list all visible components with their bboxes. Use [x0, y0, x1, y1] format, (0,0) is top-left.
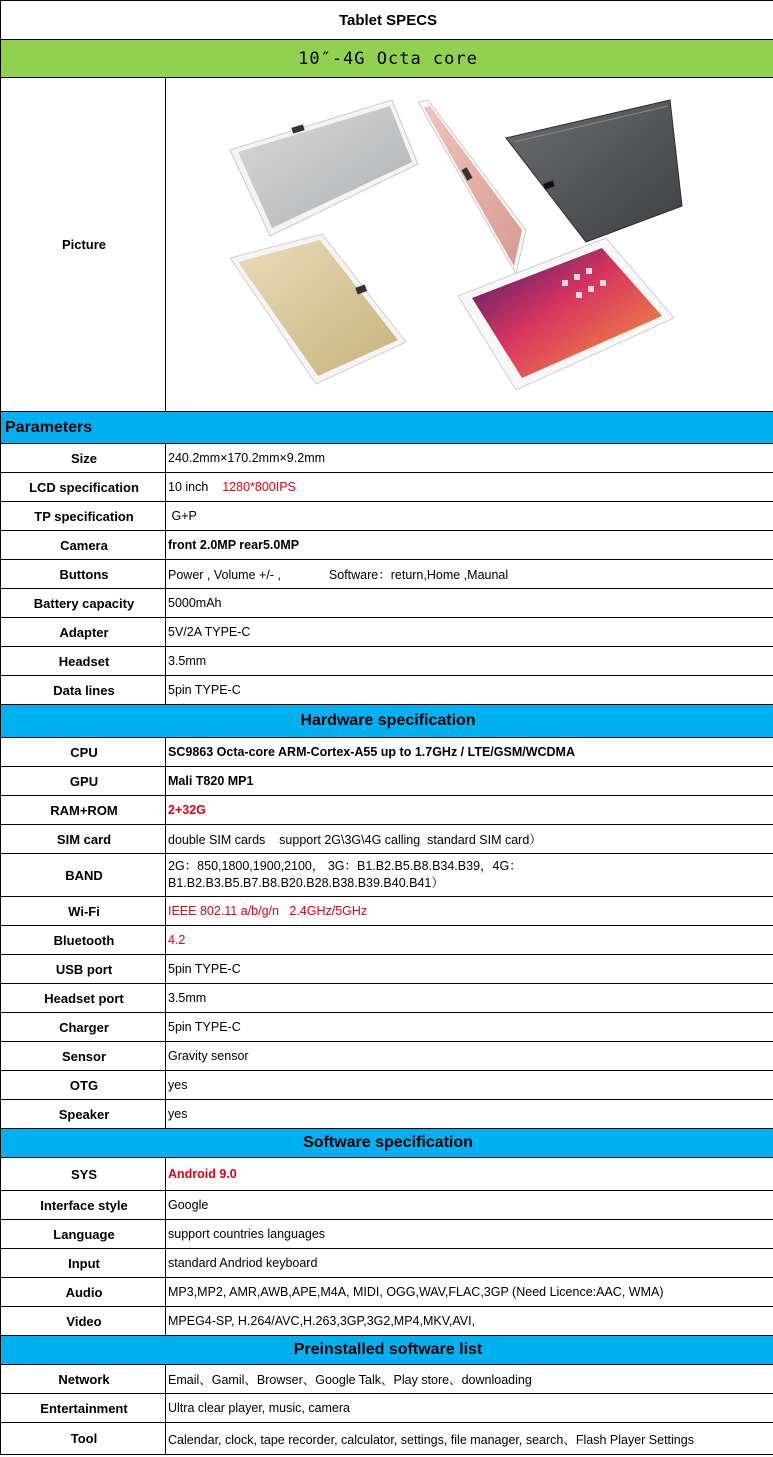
camera-label: Camera — [1, 531, 166, 560]
sensor-label: Sensor — [1, 1042, 166, 1071]
entertainment-label: Entertainment — [1, 1394, 166, 1423]
gpu-label: GPU — [1, 767, 166, 796]
interface-value: Google — [166, 1191, 773, 1220]
tp-label: TP specification — [1, 502, 166, 531]
page-title: Tablet SPECS — [1, 1, 773, 40]
adapter-value: 5V/2A TYPE-C — [166, 618, 773, 647]
buttons-value — [166, 560, 773, 589]
lcd-size: 10 inch — [168, 480, 209, 494]
audio-value: MP3,MP2, AMR,AWB,APE,M4A, MIDI, OGG,WAV,FLAC,3GP (Need Licence:AAC, WMA) — [166, 1278, 773, 1307]
network-value: Email、Gamil、Browser、Google Talk、Play store、downloading — [166, 1365, 773, 1394]
battery-value: 5000mAh — [166, 589, 773, 618]
front-tablet — [458, 238, 674, 390]
wifi-label: Wi-Fi — [1, 897, 166, 926]
lcd-value — [166, 473, 773, 502]
hardware-buttons: Power , Volume +/- , — [168, 568, 281, 582]
section-software: Software specification — [1, 1129, 773, 1158]
speaker-label: Speaker — [1, 1100, 166, 1129]
audio-label: Audio — [1, 1278, 166, 1307]
language-label: Language — [1, 1220, 166, 1249]
video-value: MPEG4-SP, H.264/AVC,H.263,3GP,3G2,MP4,MKV,AVI, — [166, 1307, 773, 1336]
interface-label: Interface style — [1, 1191, 166, 1220]
sys-label: SYS — [1, 1158, 166, 1191]
band-label: BAND — [1, 854, 166, 897]
video-label: Video — [1, 1307, 166, 1336]
adapter-label: Adapter — [1, 618, 166, 647]
size-label: Size — [1, 444, 166, 473]
bluetooth-label: Bluetooth — [1, 926, 166, 955]
section-parameters: Parameters — [1, 412, 773, 444]
charger-value: 5pin TYPE-C — [166, 1013, 773, 1042]
rose-gold-tablet — [418, 100, 526, 274]
silver-tablet — [230, 100, 418, 236]
software-buttons: Software：return,Home ,Maunal — [328, 568, 509, 582]
gold-tablet — [230, 234, 406, 384]
tool-label: Tool — [1, 1423, 166, 1455]
charger-label: Charger — [1, 1013, 166, 1042]
picture-label: Picture — [1, 78, 166, 412]
sim-value: double SIM cards support 2G\3G\4G calling standard SIM card） — [166, 825, 773, 854]
buttons-label: Buttons — [1, 560, 166, 589]
lcd-resolution: 1280*800IPS — [222, 480, 296, 494]
gpu-value: Mali T820 MP1 — [166, 767, 773, 796]
headset-value: 3.5mm — [166, 647, 773, 676]
tablets-illustration — [166, 78, 772, 408]
cpu-value: SC9863 Octa-core ARM-Cortex-A55 up to 1.7GHz / LTE/GSM/WCDMA — [166, 738, 773, 767]
ramrom-label: RAM+ROM — [1, 796, 166, 825]
network-label: Network — [1, 1365, 166, 1394]
usb-value: 5pin TYPE-C — [166, 955, 773, 984]
datalines-value: 5pin TYPE-C — [166, 676, 773, 705]
datalines-label: Data lines — [1, 676, 166, 705]
headsetport-label: Headset port — [1, 984, 166, 1013]
input-label: Input — [1, 1249, 166, 1278]
section-preinstalled: Preinstalled software list — [1, 1336, 773, 1365]
entertainment-value: Ultra clear player, music, camera — [166, 1394, 773, 1423]
space-grey-tablet — [506, 100, 682, 242]
section-hardware: Hardware specification — [1, 705, 773, 738]
otg-value: yes — [166, 1071, 773, 1100]
otg-label: OTG — [1, 1071, 166, 1100]
cpu-label: CPU — [1, 738, 166, 767]
bluetooth-value: 4.2 — [166, 926, 773, 955]
model-subtitle: 10″-4G Octa core — [1, 40, 773, 78]
battery-label: Battery capacity — [1, 589, 166, 618]
band-value: 2G：850,1800,1900,2100， 3G：B1.B2.B5.B8.B34.B39，4G：B1.B2.B3.B5.B7.B8.B20.B28.B38.B39.B40.B41） — [166, 854, 773, 897]
sensor-value: Gravity sensor — [166, 1042, 773, 1071]
headsetport-value: 3.5mm — [166, 984, 773, 1013]
sim-label: SIM card — [1, 825, 166, 854]
tp-value — [166, 502, 773, 531]
input-value: standard Andriod keyboard — [166, 1249, 773, 1278]
ramrom-value: 2+32G — [166, 796, 773, 825]
language-value: support countries languages — [166, 1220, 773, 1249]
speaker-value: yes — [166, 1100, 773, 1129]
camera-value: front 2.0MP rear5.0MP — [166, 531, 773, 560]
tool-value: Calendar, clock, tape recorder, calculator, settings, file manager, search、Flash Player Settings — [166, 1423, 773, 1455]
sys-value: Android 9.0 — [166, 1158, 773, 1191]
size-value: 240.2mm×170.2mm×9.2mm — [166, 444, 773, 473]
lcd-label: LCD specification — [1, 473, 166, 502]
headset-label: Headset — [1, 647, 166, 676]
tp-text: G+P — [171, 509, 197, 523]
product-picture — [166, 78, 773, 412]
wifi-value: IEEE 802.11 a/b/g/n 2.4GHz/5GHz — [166, 897, 773, 926]
usb-label: USB port — [1, 955, 166, 984]
